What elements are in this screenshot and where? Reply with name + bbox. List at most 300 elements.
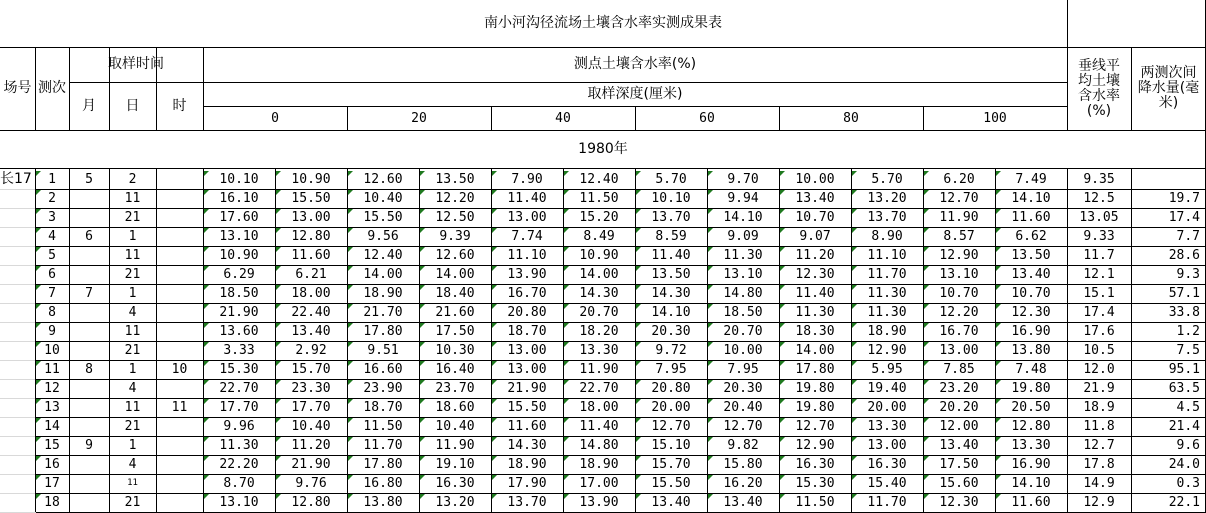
text-number-flag xyxy=(780,418,785,423)
text-number-flag xyxy=(36,494,41,499)
text-number-flag xyxy=(924,209,929,214)
text-number-flag xyxy=(348,399,353,404)
row-test-no: 15 xyxy=(44,438,60,453)
moisture-cell: 11.60 xyxy=(291,248,331,263)
moisture-cell: 11.50 xyxy=(363,419,403,434)
row-avg: 17.4 xyxy=(1083,305,1115,320)
text-number-flag xyxy=(852,399,857,404)
row-month: 8 xyxy=(85,362,93,377)
row-avg: 12.5 xyxy=(1083,191,1115,206)
text-number-flag xyxy=(924,342,929,347)
row-rainfall: 95.1 xyxy=(1168,362,1200,377)
row-test-no: 6 xyxy=(48,267,56,282)
moisture-cell: 9.76 xyxy=(295,476,327,491)
moisture-cell: 17.80 xyxy=(363,324,403,339)
row-field-no: 长17 xyxy=(0,171,32,187)
text-number-flag xyxy=(276,285,281,290)
text-number-flag xyxy=(636,171,641,176)
text-number-flag xyxy=(204,228,209,233)
text-number-flag xyxy=(636,304,641,309)
moisture-cell: 19.80 xyxy=(795,381,835,396)
moisture-cell: 8.70 xyxy=(223,476,255,491)
row-day: 1 xyxy=(128,286,137,301)
text-number-flag xyxy=(996,361,1001,366)
moisture-cell: 11.50 xyxy=(795,495,835,510)
moisture-cell: 13.70 xyxy=(867,210,907,225)
moisture-cell: 16.30 xyxy=(795,457,835,472)
text-number-flag xyxy=(348,247,353,252)
text-number-flag xyxy=(708,285,713,290)
text-number-flag xyxy=(204,209,209,214)
moisture-cell: 11.20 xyxy=(795,248,835,263)
moisture-cell: 21.60 xyxy=(435,305,475,320)
row-month xyxy=(69,189,109,208)
moisture-cell: 13.40 xyxy=(723,495,763,510)
moisture-cell: 10.70 xyxy=(1011,286,1051,301)
moisture-cell: 6.29 xyxy=(223,267,255,282)
text-number-flag xyxy=(420,475,425,480)
row-test-no: 8 xyxy=(48,305,56,320)
moisture-cell: 12.80 xyxy=(291,229,331,244)
moisture-cell: 13.40 xyxy=(795,191,835,206)
row-avg: 21.9 xyxy=(1083,381,1115,396)
moisture-cell: 15.60 xyxy=(939,476,979,491)
moisture-cell: 15.70 xyxy=(651,457,691,472)
row-field-no xyxy=(0,341,35,360)
moisture-cell: 19.80 xyxy=(795,400,835,415)
row-day: 2 xyxy=(128,172,137,187)
moisture-cell: 17.80 xyxy=(795,362,835,377)
text-number-flag xyxy=(348,380,353,385)
text-number-flag xyxy=(924,399,929,404)
row-hour: 10 xyxy=(171,362,188,377)
text-number-flag xyxy=(420,304,425,309)
row-field-no xyxy=(0,208,35,227)
moisture-cell: 9.39 xyxy=(439,229,471,244)
moisture-cell: 13.40 xyxy=(1011,267,1051,282)
row-test-no: 18 xyxy=(44,495,60,510)
row-rainfall: 9.6 xyxy=(1176,438,1200,453)
text-number-flag xyxy=(924,361,929,366)
text-number-flag xyxy=(492,437,497,442)
moisture-cell: 14.10 xyxy=(1011,191,1051,206)
text-number-flag xyxy=(708,437,713,442)
moisture-cell: 15.80 xyxy=(723,457,763,472)
header-month: 月 xyxy=(82,97,96,114)
row-test-no: 10 xyxy=(44,343,60,358)
text-number-flag xyxy=(276,228,281,233)
text-number-flag xyxy=(636,494,641,499)
row-avg: 14.9 xyxy=(1083,476,1115,491)
moisture-cell: 11.10 xyxy=(867,248,907,263)
text-number-flag xyxy=(348,437,353,442)
moisture-cell: 11.30 xyxy=(795,305,835,320)
moisture-cell: 16.90 xyxy=(1011,324,1051,339)
text-number-flag xyxy=(348,323,353,328)
moisture-cell: 13.00 xyxy=(291,210,331,225)
text-number-flag xyxy=(276,209,281,214)
text-number-flag xyxy=(276,475,281,480)
text-number-flag xyxy=(780,380,785,385)
moisture-cell: 15.70 xyxy=(291,362,331,377)
row-hour xyxy=(156,474,203,493)
text-number-flag xyxy=(564,285,569,290)
text-number-flag xyxy=(996,437,1001,442)
text-number-flag xyxy=(492,361,497,366)
header-avg-moisture: 垂线平均土壤含水率(%) xyxy=(1078,57,1120,119)
text-number-flag xyxy=(564,475,569,480)
text-number-flag xyxy=(708,342,713,347)
text-number-flag xyxy=(708,475,713,480)
moisture-cell: 9.82 xyxy=(727,438,759,453)
text-number-flag xyxy=(36,456,41,461)
moisture-cell: 16.90 xyxy=(1011,457,1051,472)
text-number-flag xyxy=(780,285,785,290)
moisture-cell: 19.40 xyxy=(867,381,907,396)
moisture-cell: 16.70 xyxy=(507,286,547,301)
text-number-flag xyxy=(36,475,41,480)
text-number-flag xyxy=(636,399,641,404)
moisture-cell: 13.60 xyxy=(219,324,259,339)
row-field-no xyxy=(0,227,35,246)
moisture-cell: 11.60 xyxy=(1011,210,1051,225)
moisture-cell: 12.30 xyxy=(1011,305,1051,320)
row-field-no xyxy=(0,322,35,341)
text-number-flag xyxy=(276,399,281,404)
text-number-flag xyxy=(636,228,641,233)
text-number-flag xyxy=(204,437,209,442)
header-depth-value: 40 xyxy=(555,110,571,126)
row-avg: 12.0 xyxy=(1083,362,1115,377)
row-test-no: 4 xyxy=(48,229,56,244)
row-avg: 9.35 xyxy=(1083,172,1115,187)
moisture-cell: 7.95 xyxy=(655,362,687,377)
row-day: 21 xyxy=(124,210,141,225)
row-rainfall: 63.5 xyxy=(1168,381,1200,396)
text-number-flag xyxy=(708,190,713,195)
row-day: 21 xyxy=(124,419,141,434)
moisture-cell: 17.50 xyxy=(939,457,979,472)
moisture-cell: 13.40 xyxy=(939,438,979,453)
text-number-flag xyxy=(996,190,1001,195)
moisture-cell: 18.60 xyxy=(435,400,475,415)
row-field-no xyxy=(0,474,35,493)
row-test-no: 16 xyxy=(44,457,60,472)
row-day: 21 xyxy=(124,343,141,358)
row-month xyxy=(69,455,109,474)
row-hour xyxy=(156,436,203,455)
row-day: 1 xyxy=(128,362,137,377)
row-month xyxy=(69,208,109,227)
text-number-flag xyxy=(924,418,929,423)
moisture-cell: 12.50 xyxy=(435,210,475,225)
moisture-cell: 6.62 xyxy=(1015,229,1047,244)
moisture-cell: 12.90 xyxy=(867,343,907,358)
moisture-cell: 10.00 xyxy=(723,343,763,358)
moisture-cell: 17.60 xyxy=(219,210,259,225)
moisture-cell: 23.70 xyxy=(435,381,475,396)
text-number-flag xyxy=(492,190,497,195)
moisture-cell: 12.60 xyxy=(435,248,475,263)
moisture-cell: 3.33 xyxy=(223,343,255,358)
row-month xyxy=(69,474,109,493)
text-number-flag xyxy=(420,285,425,290)
text-number-flag xyxy=(852,209,857,214)
row-avg: 17.6 xyxy=(1083,324,1115,339)
year-label: 1980年 xyxy=(578,140,628,157)
text-number-flag xyxy=(492,380,497,385)
moisture-cell: 13.40 xyxy=(291,324,331,339)
text-number-flag xyxy=(852,456,857,461)
moisture-cell: 16.80 xyxy=(363,476,403,491)
text-number-flag xyxy=(996,323,1001,328)
text-number-flag xyxy=(780,171,785,176)
moisture-cell: 11.50 xyxy=(579,191,619,206)
text-number-flag xyxy=(276,342,281,347)
moisture-cell: 13.30 xyxy=(1011,438,1051,453)
row-hour xyxy=(156,341,203,360)
moisture-cell: 22.40 xyxy=(291,305,331,320)
text-number-flag xyxy=(564,418,569,423)
moisture-cell: 13.20 xyxy=(435,495,475,510)
text-number-flag xyxy=(204,494,209,499)
row-test-no: 1 xyxy=(48,172,56,187)
row-month xyxy=(69,246,109,265)
row-hour xyxy=(156,417,203,436)
moisture-cell: 18.40 xyxy=(435,286,475,301)
text-number-flag xyxy=(492,285,497,290)
moisture-cell: 12.20 xyxy=(435,191,475,206)
text-number-flag xyxy=(420,380,425,385)
moisture-cell: 13.50 xyxy=(1011,248,1051,263)
text-number-flag xyxy=(780,304,785,309)
row-hour xyxy=(156,322,203,341)
text-number-flag xyxy=(564,437,569,442)
text-number-flag xyxy=(780,209,785,214)
row-month xyxy=(69,341,109,360)
text-number-flag xyxy=(348,228,353,233)
row-field-no xyxy=(0,265,35,284)
row-test-no: 7 xyxy=(48,286,56,301)
text-number-flag xyxy=(36,342,41,347)
moisture-cell: 22.70 xyxy=(579,381,619,396)
row-field-no xyxy=(0,246,35,265)
row-avg: 18.9 xyxy=(1083,400,1115,415)
text-number-flag xyxy=(348,361,353,366)
moisture-cell: 10.10 xyxy=(219,172,259,187)
text-number-flag xyxy=(852,190,857,195)
row-field-no xyxy=(0,436,35,455)
text-number-flag xyxy=(420,228,425,233)
row-test-no: 12 xyxy=(44,381,60,396)
text-number-flag xyxy=(708,247,713,252)
moisture-cell: 20.30 xyxy=(651,324,691,339)
text-number-flag xyxy=(636,475,641,480)
moisture-cell: 11.70 xyxy=(867,267,907,282)
text-number-flag xyxy=(492,323,497,328)
text-number-flag xyxy=(780,475,785,480)
text-number-flag xyxy=(636,361,641,366)
text-number-flag xyxy=(852,342,857,347)
text-number-flag xyxy=(708,418,713,423)
row-field-no xyxy=(0,417,35,436)
text-number-flag xyxy=(36,437,41,442)
text-number-flag xyxy=(276,456,281,461)
row-day: 1 xyxy=(128,438,137,453)
row-hour xyxy=(156,227,203,246)
moisture-cell: 15.30 xyxy=(219,362,259,377)
row-day: 11 xyxy=(127,478,138,488)
moisture-cell: 11.90 xyxy=(579,362,619,377)
header-test-no: 测次 xyxy=(38,80,66,96)
moisture-cell: 13.80 xyxy=(363,495,403,510)
moisture-cell: 14.10 xyxy=(1011,476,1051,491)
moisture-cell: 16.20 xyxy=(723,476,763,491)
moisture-cell: 10.40 xyxy=(363,191,403,206)
moisture-cell: 14.10 xyxy=(651,305,691,320)
text-number-flag xyxy=(204,304,209,309)
moisture-cell: 14.30 xyxy=(579,286,619,301)
text-number-flag xyxy=(780,456,785,461)
moisture-cell: 13.10 xyxy=(219,229,259,244)
text-number-flag xyxy=(780,361,785,366)
text-number-flag xyxy=(36,418,41,423)
moisture-cell: 12.80 xyxy=(291,495,331,510)
moisture-cell: 10.40 xyxy=(435,419,475,434)
row-day: 4 xyxy=(128,381,137,396)
row-hour xyxy=(156,379,203,398)
text-number-flag xyxy=(492,171,497,176)
moisture-cell: 5.95 xyxy=(871,362,903,377)
text-number-flag xyxy=(564,323,569,328)
text-number-flag xyxy=(36,361,41,366)
row-month: 5 xyxy=(85,172,93,187)
text-number-flag xyxy=(492,228,497,233)
moisture-cell: 9.51 xyxy=(367,343,399,358)
moisture-cell: 18.90 xyxy=(363,286,403,301)
moisture-cell: 20.30 xyxy=(723,381,763,396)
text-number-flag xyxy=(780,190,785,195)
text-number-flag xyxy=(204,475,209,480)
row-test-no: 9 xyxy=(48,324,56,339)
moisture-cell: 13.40 xyxy=(651,495,691,510)
page-title: 南小河沟径流场土壤含水率实测成果表 xyxy=(484,15,722,31)
moisture-cell: 10.90 xyxy=(579,248,619,263)
text-number-flag xyxy=(852,361,857,366)
text-number-flag xyxy=(708,171,713,176)
moisture-cell: 21.90 xyxy=(507,381,547,396)
moisture-cell: 20.80 xyxy=(651,381,691,396)
text-number-flag xyxy=(708,304,713,309)
moisture-cell: 19.10 xyxy=(435,457,475,472)
text-number-flag xyxy=(852,228,857,233)
text-number-flag xyxy=(996,285,1001,290)
moisture-cell: 13.90 xyxy=(579,495,619,510)
header-hour: 时 xyxy=(172,97,187,114)
moisture-cell: 11.10 xyxy=(507,248,547,263)
moisture-cell: 13.50 xyxy=(435,172,475,187)
moisture-cell: 13.00 xyxy=(867,438,907,453)
moisture-cell: 10.70 xyxy=(939,286,979,301)
row-month xyxy=(69,417,109,436)
text-number-flag xyxy=(996,418,1001,423)
text-number-flag xyxy=(420,209,425,214)
moisture-cell: 16.30 xyxy=(867,457,907,472)
text-number-flag xyxy=(924,304,929,309)
text-number-flag xyxy=(36,247,41,252)
text-number-flag xyxy=(564,247,569,252)
text-number-flag xyxy=(36,285,41,290)
text-number-flag xyxy=(204,342,209,347)
row-rainfall: 1.2 xyxy=(1176,324,1200,339)
moisture-cell: 13.00 xyxy=(507,343,547,358)
text-number-flag xyxy=(564,171,569,176)
moisture-cell: 15.50 xyxy=(507,400,547,415)
text-number-flag xyxy=(636,285,641,290)
row-hour xyxy=(156,189,203,208)
header-depth: 取样深度(厘米) xyxy=(587,85,683,102)
moisture-cell: 2.92 xyxy=(295,343,327,358)
text-number-flag xyxy=(852,418,857,423)
moisture-cell: 11.40 xyxy=(651,248,691,263)
moisture-cell: 12.90 xyxy=(939,248,979,263)
moisture-cell: 18.30 xyxy=(795,324,835,339)
moisture-cell: 20.70 xyxy=(579,305,619,320)
text-number-flag xyxy=(924,323,929,328)
moisture-cell: 18.00 xyxy=(291,286,331,301)
row-field-no xyxy=(0,284,35,303)
moisture-cell: 13.20 xyxy=(867,191,907,206)
text-number-flag xyxy=(204,190,209,195)
moisture-cell: 12.30 xyxy=(939,495,979,510)
moisture-cell: 12.70 xyxy=(651,419,691,434)
row-month: 9 xyxy=(85,438,93,453)
row-hour xyxy=(156,303,203,322)
text-number-flag xyxy=(852,475,857,480)
row-month xyxy=(69,265,109,284)
text-number-flag xyxy=(348,190,353,195)
text-number-flag xyxy=(636,323,641,328)
text-number-flag xyxy=(924,190,929,195)
moisture-cell: 7.85 xyxy=(943,362,975,377)
row-day: 4 xyxy=(128,305,137,320)
text-number-flag xyxy=(492,342,497,347)
row-rainfall xyxy=(1131,170,1206,189)
text-number-flag xyxy=(276,437,281,442)
text-number-flag xyxy=(564,380,569,385)
row-day: 11 xyxy=(124,400,141,415)
moisture-cell: 15.30 xyxy=(795,476,835,491)
text-number-flag xyxy=(348,342,353,347)
text-number-flag xyxy=(708,209,713,214)
row-month xyxy=(69,493,109,512)
moisture-cell: 10.40 xyxy=(291,419,331,434)
text-number-flag xyxy=(204,361,209,366)
moisture-cell: 13.00 xyxy=(939,343,979,358)
text-number-flag xyxy=(564,266,569,271)
row-day: 4 xyxy=(128,457,137,472)
row-day: 21 xyxy=(124,267,141,282)
moisture-cell: 22.20 xyxy=(219,457,259,472)
moisture-cell: 12.00 xyxy=(939,419,979,434)
text-number-flag xyxy=(36,171,41,176)
moisture-cell: 13.10 xyxy=(219,495,259,510)
moisture-cell: 20.40 xyxy=(723,400,763,415)
moisture-cell: 10.90 xyxy=(291,172,331,187)
moisture-cell: 8.59 xyxy=(655,229,687,244)
text-number-flag xyxy=(348,266,353,271)
row-month: 6 xyxy=(85,229,93,244)
